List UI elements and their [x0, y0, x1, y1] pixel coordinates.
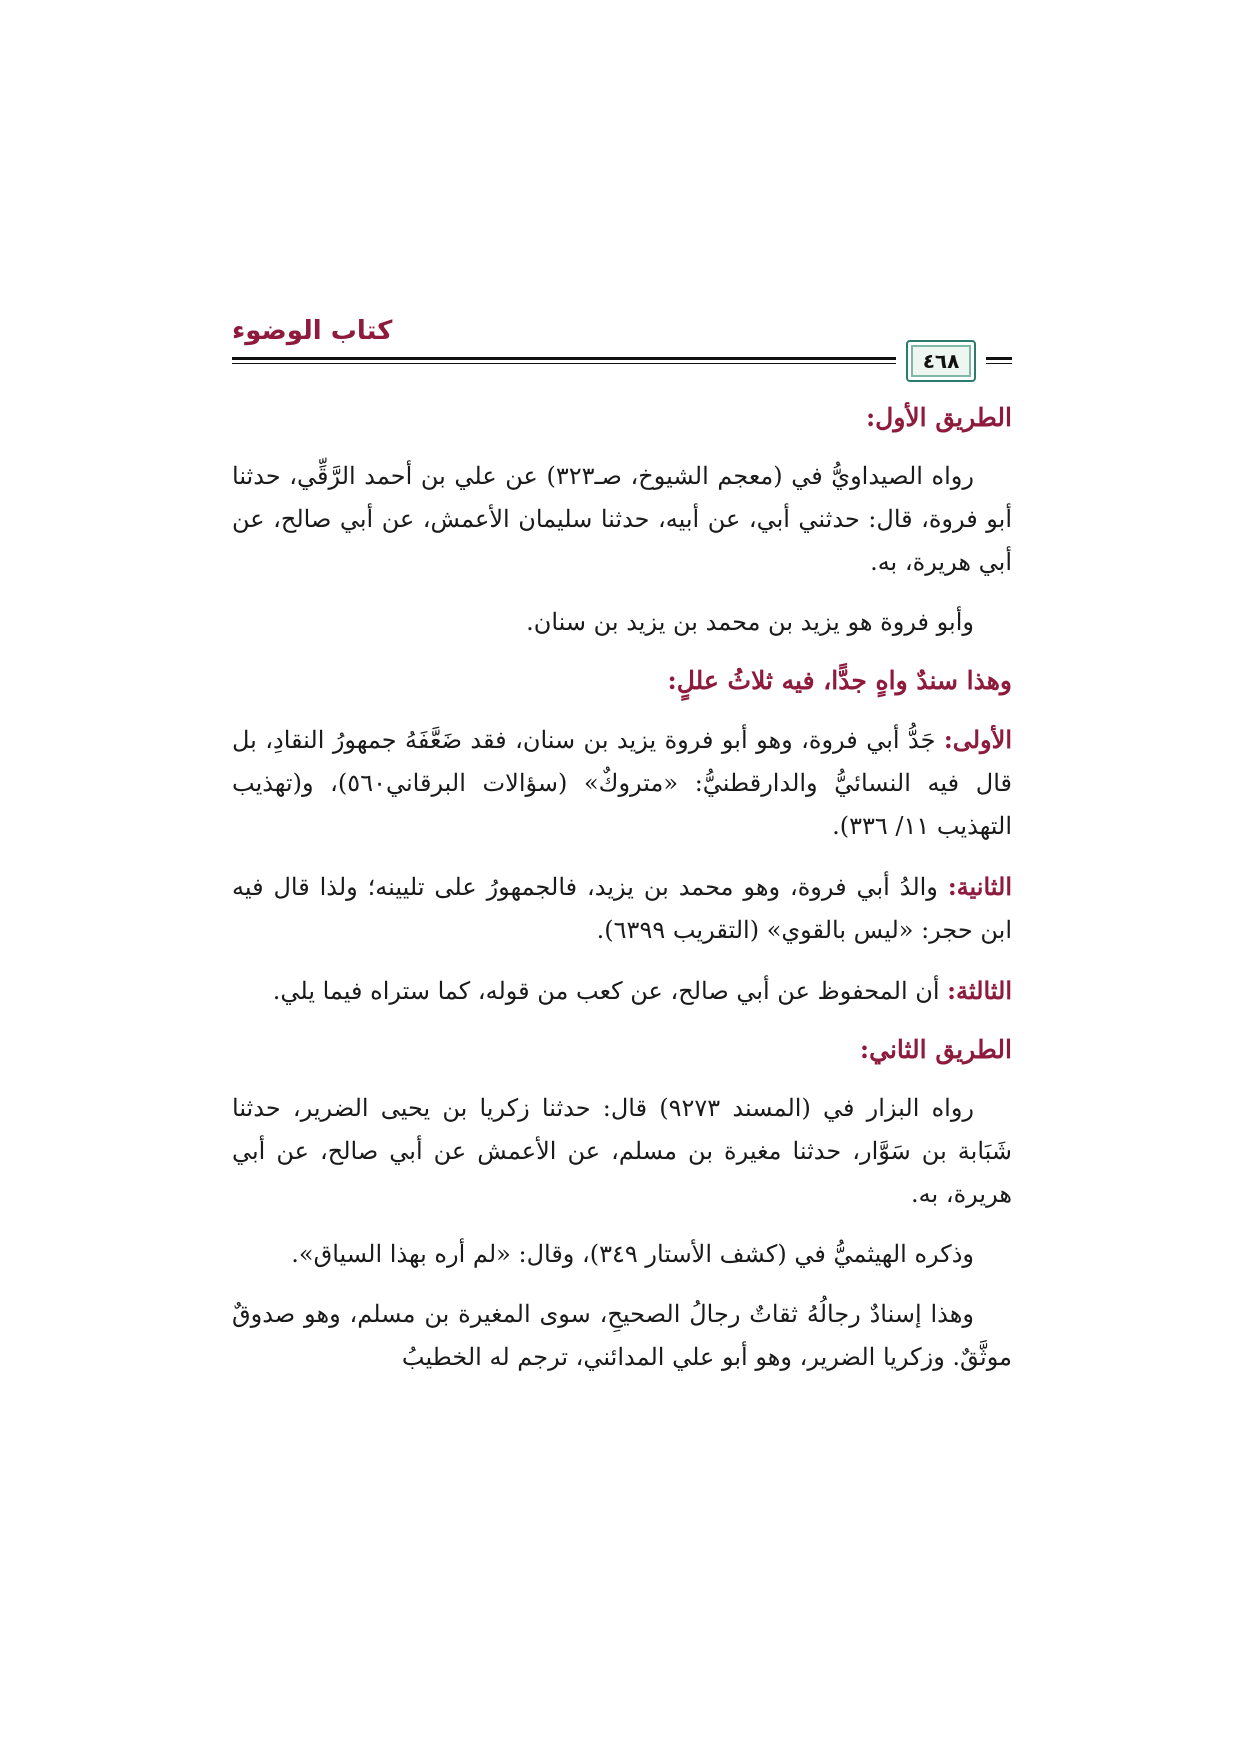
section-heading-second-route: الطريق الثاني:	[859, 1035, 1012, 1064]
section-heading-first-route: الطريق الأول:	[865, 403, 1012, 432]
page-header	[232, 316, 1012, 376]
lead-label: الأولى:	[943, 725, 1012, 754]
section-heading-defects: وهذا سندٌ واهٍ جدًّا، فيه ثلاثُ عللٍ:	[667, 666, 1012, 695]
page-number-badge	[906, 340, 976, 382]
lead-label: الثانية:	[947, 872, 1012, 901]
lead-label: الثالثة:	[947, 976, 1012, 1005]
page-body	[232, 398, 1012, 1396]
paragraph-second-defect	[232, 865, 1012, 952]
header-rule	[232, 357, 896, 364]
paragraph-text: جَدُّ أبي فروة، وهو أبو فروة يزيد بن سنان، فقد ضَعَّفَهُ جمهورُ النقادِ، بل قال فيه النسائيُّ والدارقطنيُّ: «متروكٌ» (سؤالات البرقاني٥٦٠)، و(تهذيب التهذيب ١١/ ٣٣٦).	[232, 726, 1012, 840]
paragraph: وأبو فروة هو يزيد بن محمد بن يزيد بن سنان.	[526, 608, 974, 636]
header-rule-stub	[986, 357, 1012, 364]
paragraph: رواه الصيداويُّ في (معجم الشيوخ، صـ٣٢٣) عن علي بن أحمد الرَّقِّي، حدثنا أبو فروة، قال: حدثني أبي، عن أبيه، حدثنا سليمان الأعمش، عن أبي صالح، عن أبي هريرة، به.	[232, 462, 1012, 576]
paragraph: وهذا إسنادٌ رجالُهُ ثقاتٌ رجالُ الصحيحِ، سوى المغيرة بن مسلم، وهو صدوقٌ موثَّقٌ. وزكريا الضرير، وهو أبو علي المدائني، ترجم له الخطيبُ	[232, 1300, 1012, 1371]
paragraph: رواه البزار في (المسند ٩٢٧٣) قال: حدثنا زكريا بن يحيى الضرير، حدثنا شَبَابة بن سَوَّار، حدثنا مغيرة بن مسلم، عن الأعمش عن أبي صالح، عن أبي هريرة، به.	[232, 1094, 1012, 1208]
paragraph-text: أن المحفوظ عن أبي صالح، عن كعب من قوله، كما ستراه فيما يلي.	[272, 977, 948, 1005]
paragraph: وذكره الهيثميُّ في (كشف الأستار ٣٤٩)، وقال: «لم أره بهذا السياق».	[291, 1240, 974, 1268]
page-number: ٤٦٨	[922, 349, 960, 373]
running-title: كتاب الوضوء	[232, 316, 393, 346]
paragraph-text: والدُ أبي فروة، وهو محمد بن يزيد، فالجمهورُ على تليينه؛ ولذا قال فيه ابن حجر: «ليس بالقوي» (التقريب ٦٣٩٩).	[232, 873, 1012, 944]
paragraph-third-defect	[232, 969, 1012, 1013]
paragraph-first-defect	[232, 718, 1012, 848]
